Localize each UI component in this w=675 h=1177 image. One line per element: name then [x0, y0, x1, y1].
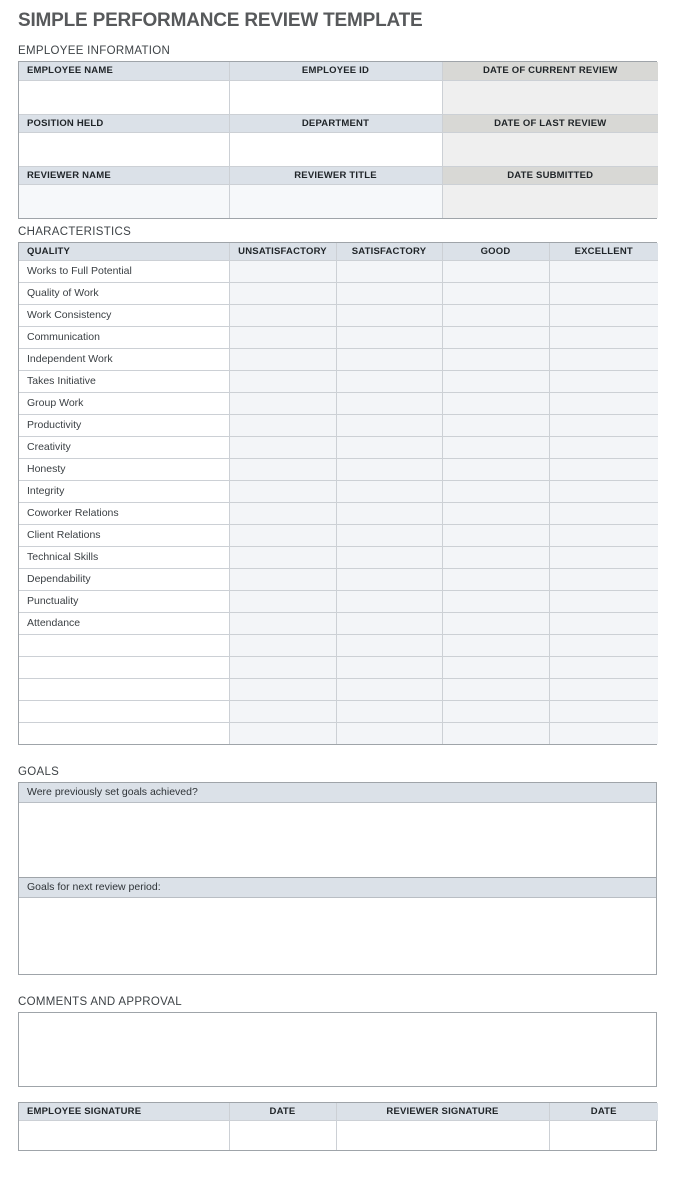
date-current-review-header: DATE OF CURRENT REVIEW: [442, 62, 658, 80]
reviewer-signature-input[interactable]: [336, 1120, 549, 1150]
table-row: [19, 1120, 658, 1150]
date-submitted-input[interactable]: [442, 184, 658, 218]
quality-input-cell[interactable]: [19, 700, 229, 722]
department-input[interactable]: [229, 132, 442, 166]
rating-cell[interactable]: [442, 370, 549, 392]
table-row: [19, 458, 658, 480]
rating-cell[interactable]: [549, 656, 658, 678]
rating-cell[interactable]: [229, 392, 336, 414]
table-row: [19, 184, 658, 218]
quality-label: Client Relations: [19, 524, 229, 546]
rating-cell[interactable]: [336, 282, 442, 304]
reviewer-name-input[interactable]: [19, 184, 229, 218]
employee-signature-date-header: DATE: [229, 1103, 336, 1120]
employee-name-header: EMPLOYEE NAME: [19, 62, 229, 80]
good-column-header: GOOD: [442, 243, 549, 260]
rating-cell[interactable]: [336, 304, 442, 326]
rating-cell[interactable]: [229, 656, 336, 678]
rating-cell[interactable]: [336, 392, 442, 414]
rating-cell[interactable]: [229, 260, 336, 282]
rating-cell[interactable]: [549, 612, 658, 634]
rating-cell[interactable]: [336, 326, 442, 348]
rating-cell[interactable]: [442, 678, 549, 700]
rating-cell[interactable]: [229, 480, 336, 502]
rating-cell[interactable]: [336, 524, 442, 546]
rating-cell[interactable]: [336, 722, 442, 744]
quality-label: Dependability: [19, 568, 229, 590]
employee-id-header: EMPLOYEE ID: [229, 62, 442, 80]
characteristics-table: [18, 242, 657, 745]
table-row-empty: [19, 656, 658, 678]
unsatisfactory-column-header: UNSATISFACTORY: [229, 243, 336, 260]
rating-cell[interactable]: [229, 546, 336, 568]
rating-cell[interactable]: [442, 722, 549, 744]
goals-achieved-input[interactable]: [19, 803, 656, 878]
quality-label: Punctuality: [19, 590, 229, 612]
quality-label: Creativity: [19, 436, 229, 458]
quality-label: Productivity: [19, 414, 229, 436]
rating-cell[interactable]: [336, 700, 442, 722]
table-row: [19, 370, 658, 392]
rating-cell[interactable]: [336, 436, 442, 458]
rating-cell[interactable]: [336, 568, 442, 590]
table-row: [19, 568, 658, 590]
comments-section-label: COMMENTS AND APPROVAL: [18, 996, 182, 1008]
table-row: [19, 132, 658, 166]
rating-cell[interactable]: [229, 700, 336, 722]
rating-cell[interactable]: [549, 590, 658, 612]
date-current-review-input[interactable]: [442, 80, 658, 114]
rating-cell[interactable]: [549, 546, 658, 568]
rating-cell[interactable]: [336, 370, 442, 392]
rating-cell[interactable]: [549, 414, 658, 436]
quality-label: Independent Work: [19, 348, 229, 370]
date-submitted-header: DATE SUBMITTED: [442, 166, 658, 184]
employee-info-table: [18, 61, 657, 219]
quality-input-cell[interactable]: [19, 722, 229, 744]
reviewer-signature-date-header: DATE: [549, 1103, 658, 1120]
rating-cell[interactable]: [549, 722, 658, 744]
quality-label: Honesty: [19, 458, 229, 480]
characteristics-section-label: CHARACTERISTICS: [18, 226, 132, 238]
rating-cell[interactable]: [336, 458, 442, 480]
rating-cell[interactable]: [229, 348, 336, 370]
rating-cell[interactable]: [229, 590, 336, 612]
rating-cell[interactable]: [549, 678, 658, 700]
table-row-empty: [19, 634, 658, 656]
employee-name-input[interactable]: [19, 80, 229, 114]
table-row: [19, 436, 658, 458]
table-row: [19, 546, 658, 568]
table-row: [19, 590, 658, 612]
rating-cell[interactable]: [549, 568, 658, 590]
table-row: [19, 326, 658, 348]
rating-cell[interactable]: [442, 656, 549, 678]
comments-box-wrap: [18, 1012, 657, 1087]
rating-cell[interactable]: [549, 282, 658, 304]
rating-cell[interactable]: [442, 392, 549, 414]
rating-cell[interactable]: [336, 656, 442, 678]
goals-achieved-prompt: Were previously set goals achieved?: [19, 783, 656, 803]
page-title: SIMPLE PERFORMANCE REVIEW TEMPLATE: [18, 10, 423, 31]
table-row-empty: [19, 722, 658, 744]
quality-column-header: QUALITY: [19, 243, 229, 260]
table-row: [19, 114, 658, 132]
quality-label: Work Consistency: [19, 304, 229, 326]
table-row: [19, 62, 658, 80]
rating-cell[interactable]: [442, 326, 549, 348]
quality-input-cell[interactable]: [19, 634, 229, 656]
employee-signature-date-input[interactable]: [229, 1120, 336, 1150]
rating-cell[interactable]: [549, 458, 658, 480]
rating-cell[interactable]: [549, 480, 658, 502]
date-last-review-header: DATE OF LAST REVIEW: [442, 114, 658, 132]
rating-cell[interactable]: [442, 700, 549, 722]
rating-cell[interactable]: [229, 458, 336, 480]
quality-input-cell[interactable]: [19, 678, 229, 700]
rating-cell[interactable]: [336, 260, 442, 282]
rating-cell[interactable]: [549, 700, 658, 722]
satisfactory-column-header: SATISFACTORY: [336, 243, 442, 260]
table-row: [19, 80, 658, 114]
rating-cell[interactable]: [442, 414, 549, 436]
quality-label: Attendance: [19, 612, 229, 634]
rating-cell[interactable]: [442, 348, 549, 370]
quality-label: Communication: [19, 326, 229, 348]
rating-cell[interactable]: [229, 326, 336, 348]
reviewer-signature-date-input[interactable]: [549, 1120, 658, 1150]
reviewer-name-header: REVIEWER NAME: [19, 166, 229, 184]
goals-next-period-prompt: Goals for next review period:: [19, 878, 656, 898]
rating-cell[interactable]: [549, 436, 658, 458]
table-row: [19, 612, 658, 634]
goals-section-label: GOALS: [18, 766, 60, 778]
table-row: [19, 260, 658, 282]
rating-cell[interactable]: [229, 282, 336, 304]
reviewer-title-header: REVIEWER TITLE: [229, 166, 442, 184]
rating-cell[interactable]: [229, 304, 336, 326]
quality-input-cell[interactable]: [19, 656, 229, 678]
quality-label: Quality of Work: [19, 282, 229, 304]
rating-cell[interactable]: [229, 414, 336, 436]
table-row: [19, 392, 658, 414]
table-row: [19, 166, 658, 184]
rating-cell[interactable]: [442, 282, 549, 304]
rating-cell[interactable]: [442, 568, 549, 590]
position-held-input[interactable]: [19, 132, 229, 166]
quality-label: Technical Skills: [19, 546, 229, 568]
signature-table: [18, 1102, 657, 1151]
rating-cell[interactable]: [549, 260, 658, 282]
table-header-row: [19, 243, 658, 260]
rating-cell[interactable]: [442, 480, 549, 502]
employee-signature-header: EMPLOYEE SIGNATURE: [19, 1103, 229, 1120]
rating-cell[interactable]: [442, 502, 549, 524]
rating-cell[interactable]: [442, 634, 549, 656]
rating-cell[interactable]: [442, 304, 549, 326]
rating-cell[interactable]: [549, 370, 658, 392]
rating-cell[interactable]: [229, 722, 336, 744]
rating-cell[interactable]: [229, 678, 336, 700]
rating-cell[interactable]: [229, 634, 336, 656]
rating-cell[interactable]: [442, 524, 549, 546]
rating-cell[interactable]: [549, 502, 658, 524]
employee-id-input[interactable]: [229, 80, 442, 114]
table-row: [19, 304, 658, 326]
table-row: [19, 348, 658, 370]
rating-cell[interactable]: [549, 392, 658, 414]
rating-cell[interactable]: [336, 590, 442, 612]
position-held-header: POSITION HELD: [19, 114, 229, 132]
rating-cell[interactable]: [549, 524, 658, 546]
rating-cell[interactable]: [336, 546, 442, 568]
rating-cell[interactable]: [229, 370, 336, 392]
date-last-review-input[interactable]: [442, 132, 658, 166]
rating-cell[interactable]: [229, 524, 336, 546]
table-row: [19, 502, 658, 524]
excellent-column-header: EXCELLENT: [549, 243, 658, 260]
rating-cell[interactable]: [442, 612, 549, 634]
table-row-empty: [19, 700, 658, 722]
rating-cell[interactable]: [229, 612, 336, 634]
table-row: [19, 414, 658, 436]
comments-input[interactable]: [19, 1013, 656, 1086]
rating-cell[interactable]: [549, 304, 658, 326]
rating-cell[interactable]: [336, 502, 442, 524]
table-row: [19, 480, 658, 502]
reviewer-title-input[interactable]: [229, 184, 442, 218]
quality-label: Integrity: [19, 480, 229, 502]
rating-cell[interactable]: [549, 634, 658, 656]
rating-cell[interactable]: [549, 326, 658, 348]
rating-cell[interactable]: [229, 568, 336, 590]
rating-cell[interactable]: [336, 414, 442, 436]
table-row: [19, 524, 658, 546]
rating-cell[interactable]: [336, 612, 442, 634]
table-header-row: [19, 1103, 658, 1120]
goals-table: [18, 782, 657, 975]
reviewer-signature-header: REVIEWER SIGNATURE: [336, 1103, 549, 1120]
goals-next-period-input[interactable]: [19, 898, 656, 974]
quality-label: Takes Initiative: [19, 370, 229, 392]
rating-cell[interactable]: [442, 260, 549, 282]
quality-label: Works to Full Potential: [19, 260, 229, 282]
rating-cell[interactable]: [442, 458, 549, 480]
rating-cell[interactable]: [336, 634, 442, 656]
rating-cell[interactable]: [549, 348, 658, 370]
rating-cell[interactable]: [442, 436, 549, 458]
rating-cell[interactable]: [229, 436, 336, 458]
quality-label: Coworker Relations: [19, 502, 229, 524]
employee-info-section-label: EMPLOYEE INFORMATION: [18, 45, 171, 57]
rating-cell[interactable]: [336, 348, 442, 370]
rating-cell[interactable]: [336, 480, 442, 502]
rating-cell[interactable]: [442, 590, 549, 612]
department-header: DEPARTMENT: [229, 114, 442, 132]
table-row: [19, 282, 658, 304]
quality-label: Group Work: [19, 392, 229, 414]
employee-signature-input[interactable]: [19, 1120, 229, 1150]
rating-cell[interactable]: [336, 678, 442, 700]
rating-cell[interactable]: [229, 502, 336, 524]
table-row-empty: [19, 678, 658, 700]
rating-cell[interactable]: [442, 546, 549, 568]
